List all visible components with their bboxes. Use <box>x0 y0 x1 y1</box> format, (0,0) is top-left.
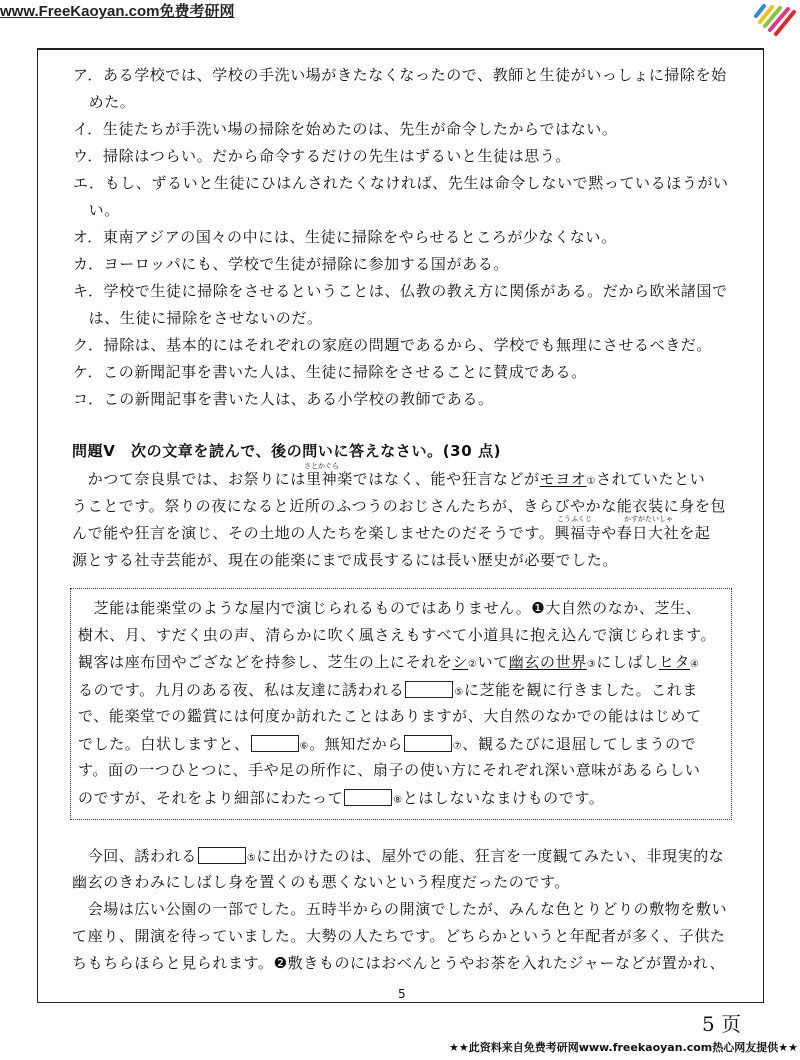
text-segment: 、観るたびに退屈してしまうので <box>462 735 697 753</box>
choice-item: イ．生徒たちが手洗い場の掃除を始めたのは、先生が命令したからではない。 <box>73 120 618 138</box>
answer-blank[interactable] <box>404 735 452 752</box>
text-segment: んで能や狂言を演じ、その土地の人たちを楽しませたのだそうです。興福寺や春日大社を起 <box>72 524 711 542</box>
paragraph-line <box>72 874 570 891</box>
passage-line <box>78 600 701 617</box>
text-segment: とはしないなまけものです。 <box>402 789 605 807</box>
blank-number: ③ <box>586 659 597 670</box>
paragraph-line <box>72 471 705 490</box>
text-segment: 観客は座布団やござなどを持参し、芝生の上にそれを <box>78 653 453 671</box>
text-segment: 幽玄のきわみにしばし身を置くのも悪くないという程度だったのです。 <box>72 873 571 891</box>
text-segment: に出かけたのは、屋外での能、狂言を一度観てみたい、非現実的な <box>256 847 725 865</box>
paragraph-line <box>72 552 618 569</box>
blank-number: ⑤ <box>454 687 464 698</box>
paragraph-line <box>72 955 725 972</box>
passage-line <box>78 735 696 755</box>
blank-number: ④ <box>690 659 700 670</box>
choice-item: ケ．この新聞記事を書いた人は、生徒に掃除をさせることに賛成である。 <box>73 363 587 381</box>
passage-line <box>78 762 701 779</box>
question-title: 問題Ⅴ 次の文章を読んで、後の問いに答えなさい。(30 点) <box>72 442 502 460</box>
text-segment: 芝能は能楽堂のような屋内で演じられるものではありません。❶大自然のなか、芝生、 <box>78 599 702 617</box>
text-segment: 会場は広い公園の一部でした。五時半からの開演でしたが、みんな色とりどりの敷物を敷い <box>72 900 728 918</box>
text-segment: かつて奈良県では、お祭りには里神楽ではなく、能や狂言などが <box>72 470 540 488</box>
answer-blank[interactable] <box>251 735 299 752</box>
underlined-term: モヨオ <box>539 470 587 488</box>
passage-line <box>78 789 604 809</box>
site-link[interactable]: www.FreeKaoyan.com免费考研网 <box>0 3 235 20</box>
page-number: 5 <box>398 987 406 1001</box>
paragraph-line <box>72 847 724 867</box>
text-segment: されていたとい <box>596 470 706 488</box>
text-segment: ちもちらほらと見られます。❷敷きものにはおべんとうやお茶を入れたジャーなどが置かれ、 <box>72 954 726 972</box>
quoted-passage-box <box>70 588 732 820</box>
passage-line <box>78 627 716 644</box>
text-segment: に芝能を観に行きました。これま <box>463 681 698 699</box>
blank-number: ⑧ <box>393 795 403 806</box>
underlined-term: ヒタ <box>658 653 690 671</box>
choice-item: ア．ある学校では、学校の手洗い場がきたなくなったので、教師と生徒がいっしょに掃除を始 <box>73 66 727 84</box>
passage-line <box>78 708 702 725</box>
blank-number: ⑦ <box>452 741 463 752</box>
handwritten-page-number: 5 页 <box>702 1012 742 1036</box>
paragraph-line <box>72 525 710 542</box>
choice-item: ウ．掃除はつらい。だから命令するだけの先生はずるいと生徒は思う。 <box>73 147 572 165</box>
paragraph-line <box>72 498 726 515</box>
passage-line <box>78 681 698 701</box>
text-segment: で、能楽堂での鑑賞には何度か訪れたことはありますが、大自然のなかでの能ははじめて <box>78 707 702 725</box>
ruby-kasugataisha: かすがたいしゃ <box>624 515 673 523</box>
ruby-koufukuji: こうふくじ <box>557 515 592 523</box>
text-segment: でした。白状しますと、 <box>78 735 250 753</box>
text-segment: 樹木、月、すだく虫の声、清らかに吹く風さえもすべて小道具に抱え込んで演じられます。 <box>78 626 717 644</box>
text-segment: 源とする社寺芸能が、現在の能楽にまで成長するには長い歴史が必要でした。 <box>72 551 619 569</box>
blank-number: ⑤ <box>246 853 257 864</box>
text-segment: うことです。祭りの夜になると近所のふつうのおじさんたちが、きらびやかな能衣装に身を包 <box>72 497 727 515</box>
underlined-term: 幽玄の世界 <box>508 653 587 671</box>
choice-item: コ．この新聞記事を書いた人は、ある小学校の教師である。 <box>73 390 494 408</box>
text-segment: いて <box>477 653 509 671</box>
text-segment: す。面の一つひとつに、手や足の所作に、扇子の使い方にそれぞれ深い意味があるらしい <box>78 761 701 779</box>
choice-item-continuation: めた。 <box>73 93 136 111</box>
choice-item: エ．もし、ずるいと生徒にひはんされたくなければ、先生は命令しないで黙っているほうがい <box>73 174 729 192</box>
ruby-satokagura: さとかぐら <box>304 462 339 470</box>
footer-notice: ★★此资料来自免费考研网www.freekaoyan.com热心网友提供★★ <box>449 1041 798 1054</box>
text-segment: のですが、それをより細部にわたって <box>78 789 344 807</box>
paragraph-line <box>72 928 726 945</box>
blank-number: ⑥ <box>299 741 310 752</box>
choice-item: カ．ヨーロッパにも、学校で生徒が掃除に参加する国がある。 <box>73 255 509 273</box>
choice-item: オ．東南アジアの国々の中には、生徒に掃除をやらせるところが少なくない。 <box>73 228 617 246</box>
answer-blank[interactable] <box>198 847 246 864</box>
choice-item: キ．学校で生徒に掃除をさせるということは、仏教の教え方に関係がある。だから欧米諸国で <box>73 282 728 300</box>
site-logo-icon <box>752 2 798 36</box>
text-segment: 。無知だから <box>309 735 403 753</box>
text-segment: にしばし <box>596 653 659 671</box>
blank-number: ① <box>586 476 597 487</box>
choice-item-continuation: い。 <box>73 201 120 219</box>
text-segment: 今回、誘われる <box>72 847 197 865</box>
text-segment: て座り、開演を待っていました。大勢の人たちです。どちらかというと年配者が多く、子供た <box>72 927 726 945</box>
choice-item: ク．掃除は、基本的にはそれぞれの家庭の問題であるから、学校でも無理にさせるべきだ。 <box>73 336 713 354</box>
text-segment: るのです。九月のある夜、私は友達に誘われる <box>78 681 405 699</box>
paragraph-line <box>72 901 727 918</box>
blank-number: ② <box>468 659 478 670</box>
choice-item-continuation: は、生徒に掃除をさせないのだ。 <box>73 309 323 327</box>
passage-line <box>78 654 700 673</box>
answer-blank[interactable] <box>405 681 453 698</box>
answer-blank[interactable] <box>344 789 392 806</box>
underlined-term: シ <box>452 653 469 671</box>
